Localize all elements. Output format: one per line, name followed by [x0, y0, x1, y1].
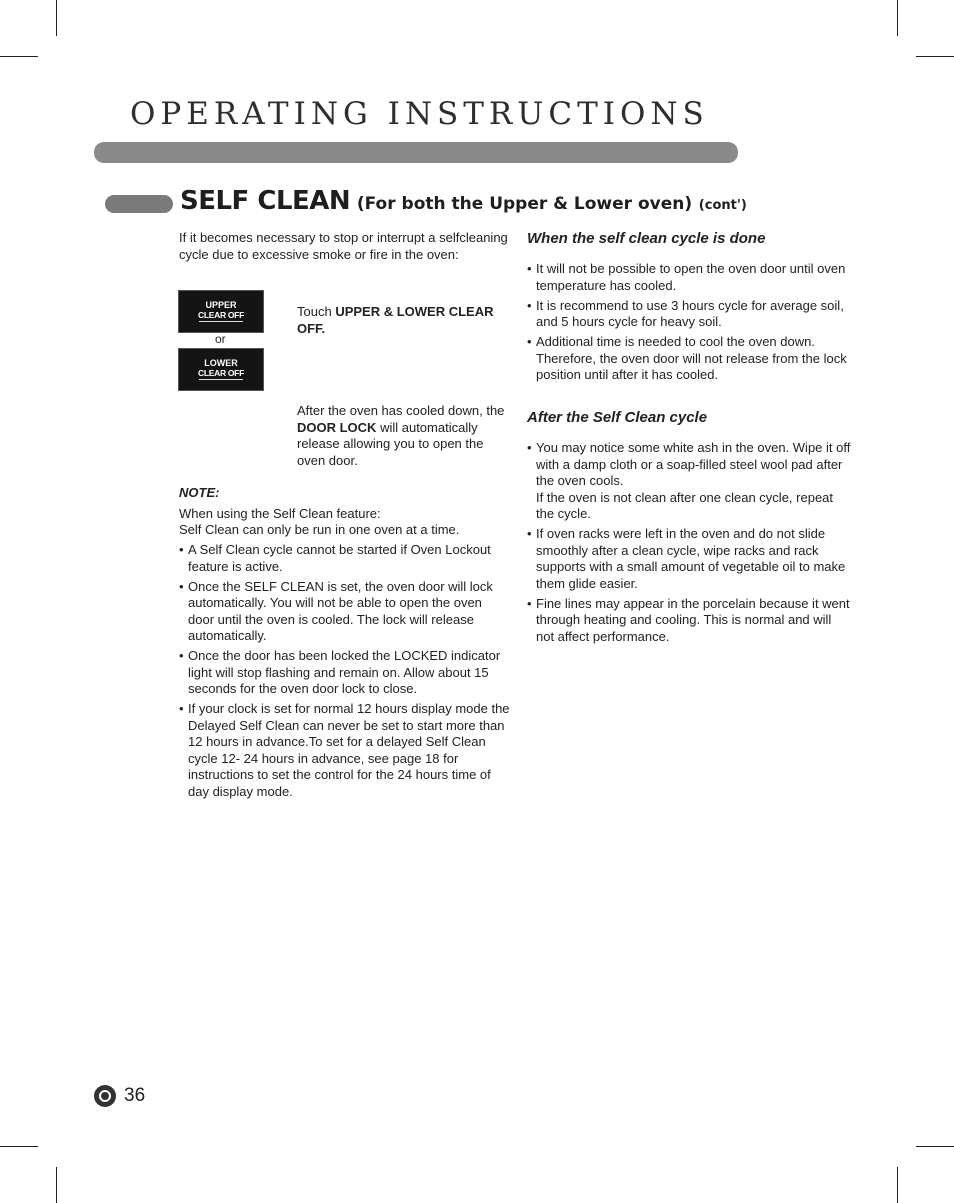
list-item: • Fine lines may appear in the porcelain because it went through heating and cooling. This is normal and will not affect performance.: [527, 596, 852, 646]
lower-clear-off-button: [178, 348, 264, 391]
list-item: [527, 440, 852, 523]
section-title: SELF CLEAN: [180, 186, 351, 216]
upper-button-line2: CLEAR OFF: [198, 310, 244, 320]
page-header-title: OPERATING INSTRUCTIONS: [130, 96, 709, 132]
list-item: • Additional time is needed to cool the oven down. Therefore, the oven door will not release from the lock position until after it has cooled.: [527, 334, 852, 384]
upper-clear-off-button: [178, 290, 264, 333]
logo-ring: [99, 1090, 111, 1102]
note-label: NOTE:: [179, 485, 220, 500]
after-bullet-list: [527, 440, 852, 649]
touch-bold: UPPER & LOWER CLEAR OFF.: [297, 304, 494, 336]
after-cycle-heading: After the Self Clean cycle: [527, 409, 708, 426]
list-item: • It will not be possible to open the oven door until oven temperature has cooled.: [527, 261, 852, 294]
crop-mark: [0, 1146, 38, 1147]
note-line-1: When using the Self Clean feature:: [179, 506, 381, 521]
section-subtitle: (For both the Upper & Lower oven): [356, 194, 693, 214]
lower-button-line2: CLEAR OFF: [198, 368, 244, 378]
section-suffix: (cont'): [698, 198, 747, 213]
after-prefix: After the oven has cooled down, the: [297, 403, 505, 418]
upper-button-line1: UPPER: [205, 300, 237, 310]
list-item-text: You may notice some white ash in the oven. Wipe it off with a damp cloth or a soap-filled steel wool pad after the oven cools.: [536, 440, 851, 488]
list-item: • A Self Clean cycle cannot be started if Oven Lockout feature is active.: [179, 542, 511, 575]
crop-mark: [916, 56, 954, 57]
page-number: 36: [124, 1085, 146, 1106]
intro-paragraph: If it becomes necessary to stop or interrupt a selfcleaning cycle due to excessive smoke or fire in the oven:: [179, 230, 508, 262]
lower-button-line1: LOWER: [204, 358, 238, 368]
crop-mark: [897, 1167, 898, 1203]
after-suffix: will automatically release allowing you to open the oven door.: [297, 419, 484, 468]
button-underline: [199, 321, 243, 322]
list-item: • Once the SELF CLEAN is set, the oven door will lock automatically. You will not be able to open the oven door until the oven is cooled. The lock will release automatically.: [179, 579, 511, 645]
crop-mark: [897, 0, 898, 36]
note-line-2: Self Clean can only be run in one oven at a time.: [179, 522, 460, 537]
crop-mark: [916, 1146, 954, 1147]
or-label: or: [215, 332, 226, 346]
door-lock-bold: DOOR LOCK: [297, 419, 377, 435]
section-heading: [180, 186, 747, 216]
lg-logo-icon: [94, 1085, 116, 1107]
section-marker: [105, 195, 173, 213]
done-bullet-list: [527, 261, 852, 387]
crop-mark: [56, 1167, 57, 1203]
list-item: • If oven racks were left in the oven and do not slide smoothly after a clean cycle, wipe racks and rack supports with a small amount of vegetable oil to make them glide easier.: [527, 526, 852, 592]
touch-instruction: [297, 304, 512, 337]
done-heading: When the self clean cycle is done: [527, 230, 766, 247]
button-underline: [199, 379, 243, 380]
list-item: • If your clock is set for normal 12 hours display mode the Delayed Self Clean can never be set to start more than 12 hours in advance.To set for a delayed Self Clean cycle 12- 24 hours in advance, see page 18 for instructions to set the control for the 24 hours time of day display mode.: [179, 701, 511, 800]
crop-mark: [0, 56, 38, 57]
list-item: • Once the door has been locked the LOCKED indicator light will stop flashing and remain on. Allow about 15 seconds for the oven door lock to close.: [179, 648, 511, 698]
header-divider-bar: [94, 142, 738, 163]
list-item: • It is recommend to use 3 hours cycle for average soil, and 5 hours cycle for heavy soil.: [527, 298, 852, 331]
list-item-text: If the oven is not clean after one clean cycle, repeat the cycle.: [536, 489, 834, 521]
touch-prefix: Touch: [297, 304, 336, 319]
note-bullet-list: [179, 542, 511, 804]
door-lock-paragraph: [297, 403, 512, 469]
crop-mark: [56, 0, 57, 36]
